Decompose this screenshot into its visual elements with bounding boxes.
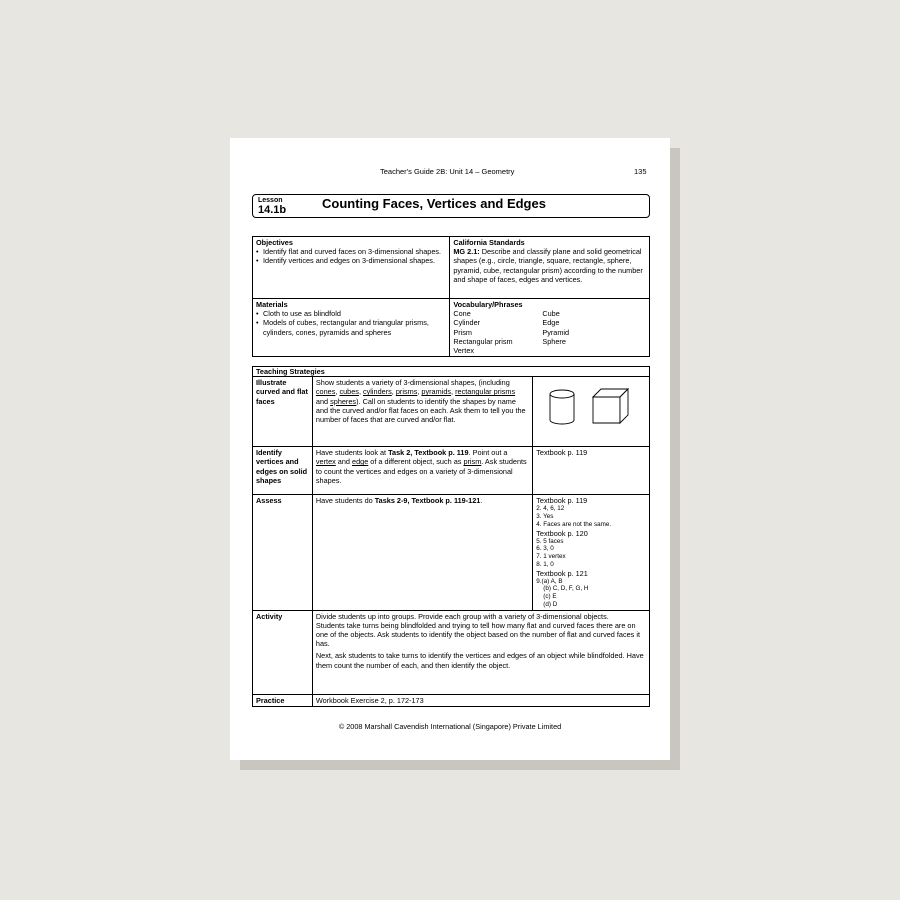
identify-reference: Textbook p. 119 [533, 447, 650, 495]
vocab-word: Cube [542, 309, 560, 319]
list-item: • Models of cubes, rectangular and triangular prisms, cylinders, cones, pyramids and spheres [256, 318, 446, 336]
vocab-word: Rectangular prism [453, 336, 513, 346]
assess-text: Have students do Tasks 2-9, Textbook p. 119-121. [312, 495, 532, 610]
answer-line: 9.(a) A, B [536, 577, 563, 585]
materials-heading: Materials [256, 300, 288, 309]
identify-label: Identify vertices and edges on solid shapes [253, 447, 313, 495]
answer-ref: Textbook p. 119 [536, 496, 588, 506]
vocab-word: Vertex [453, 346, 475, 356]
standards-code: MG 2.1: [453, 247, 480, 257]
vocab-word: Cylinder [453, 318, 481, 328]
list-item: • Identify vertices and edges on 3-dimensional shapes. [256, 256, 446, 265]
assess-answers [533, 495, 650, 610]
guide-title: Teacher's Guide 2B: Unit 14 – Geometry [380, 167, 515, 176]
lesson-banner [252, 194, 650, 218]
objectives-heading: Objectives [256, 238, 293, 247]
standards-heading: California Standards [453, 238, 525, 247]
standards-text [453, 247, 646, 284]
overview-table [252, 236, 650, 357]
cube-icon [592, 387, 630, 425]
lesson-title: Counting Faces, Vertices and Edges [322, 196, 546, 211]
shapes-illustration-cell [533, 377, 650, 447]
answer-line: 4. Faces are not the same. [536, 520, 612, 528]
answer-ref: Textbook p. 121 [536, 568, 588, 578]
vocab-word: Pyramid [542, 327, 570, 337]
answer-line: 7. 1 vertex [536, 553, 566, 561]
assess-label: Assess [253, 495, 313, 610]
activity-label: Activity [253, 610, 313, 694]
standards-cell [450, 237, 650, 299]
strategies-heading: Teaching Strategies [253, 367, 650, 377]
lesson-label: Lesson [258, 197, 283, 204]
objectives-list [256, 247, 446, 265]
vocab-word: Sphere [542, 336, 566, 346]
answer-line: 8. 1, 0 [536, 560, 554, 568]
identify-text: Have students look at Task 2, Textbook p. 119. Point out a vertex and edge of a different object, such as prism. Ask students to count the vertices and edges on a variety of 3-dimensional shapes. [312, 447, 532, 495]
materials-list [256, 309, 446, 337]
activity-paragraph: Divide students up into groups. Provide each group with a variety of 3-dimensional objects. [315, 611, 609, 621]
materials-cell [253, 299, 450, 357]
illustrate-text: Show students a variety of 3-dimensional shapes, (including cones, cubes, cylinders, prisms, pyramids, rectangular prisms and spheres). Call on students to identify the shapes by name and the curved and/or flat faces on each. Ask them to tell you the number of faces that are curved and/or flat. [312, 377, 532, 447]
illustrate-label: Illustrate curved and flat faces [253, 377, 313, 447]
answer-line: (c) E [543, 593, 557, 601]
vocab-word: Prism [453, 327, 472, 337]
activity-paragraph: Next, ask students to take turns to identify the vertices and edges of an object while blindfolded. Have them count the number of each, and then identify the object. [315, 651, 644, 670]
practice-text: Workbook Exercise 2, p. 172-173 [312, 694, 649, 706]
answer-line: 2. 4, 6, 12 [536, 505, 565, 513]
activity-paragraph: Students take turns being blindfolded and trying to tell how many flat and curved faces there are on one of the objects. Ask students to identify the object based on the number of flat and curved faces it has. [315, 620, 641, 649]
vocabulary-cell [450, 299, 650, 357]
list-item: • Identify flat and curved faces on 3-dimensional shapes. [256, 247, 446, 256]
answer-line: 5. 5 faces [536, 537, 564, 545]
document-page [230, 138, 670, 760]
answer-ref: Textbook p. 120 [536, 528, 588, 538]
objectives-cell [253, 237, 450, 299]
lesson-number: 14.1b [258, 204, 287, 216]
answer-line: (d) D [543, 600, 558, 608]
strategies-table [252, 366, 650, 707]
vocab-word: Edge [542, 318, 560, 328]
vocab-word: Cone [453, 309, 471, 319]
copyright-footer: © 2008 Marshall Cavendish International (Singapore) Private Limited [338, 722, 562, 731]
vocabulary-heading: Vocabulary/Phrases [453, 300, 523, 309]
vocabulary-grid [453, 309, 646, 355]
standards-description: Describe and classify plane and solid geometrical shapes (e.g., circle, triangle, square, rectangle, sphere, pyramid, cube, rectangular prism) according to the number and shape of faces, edges and vertices. [453, 247, 643, 284]
list-item: • Cloth to use as blindfold [256, 309, 446, 318]
cylinder-icon [548, 388, 576, 426]
practice-label: Practice [253, 694, 313, 706]
answer-line: 6. 3, 0 [536, 545, 554, 553]
page-number: 135 [634, 167, 647, 176]
answer-line: (b) C, D, F, G, H [543, 585, 589, 593]
answer-line: 3. Yes [536, 513, 554, 521]
activity-text [312, 610, 649, 694]
